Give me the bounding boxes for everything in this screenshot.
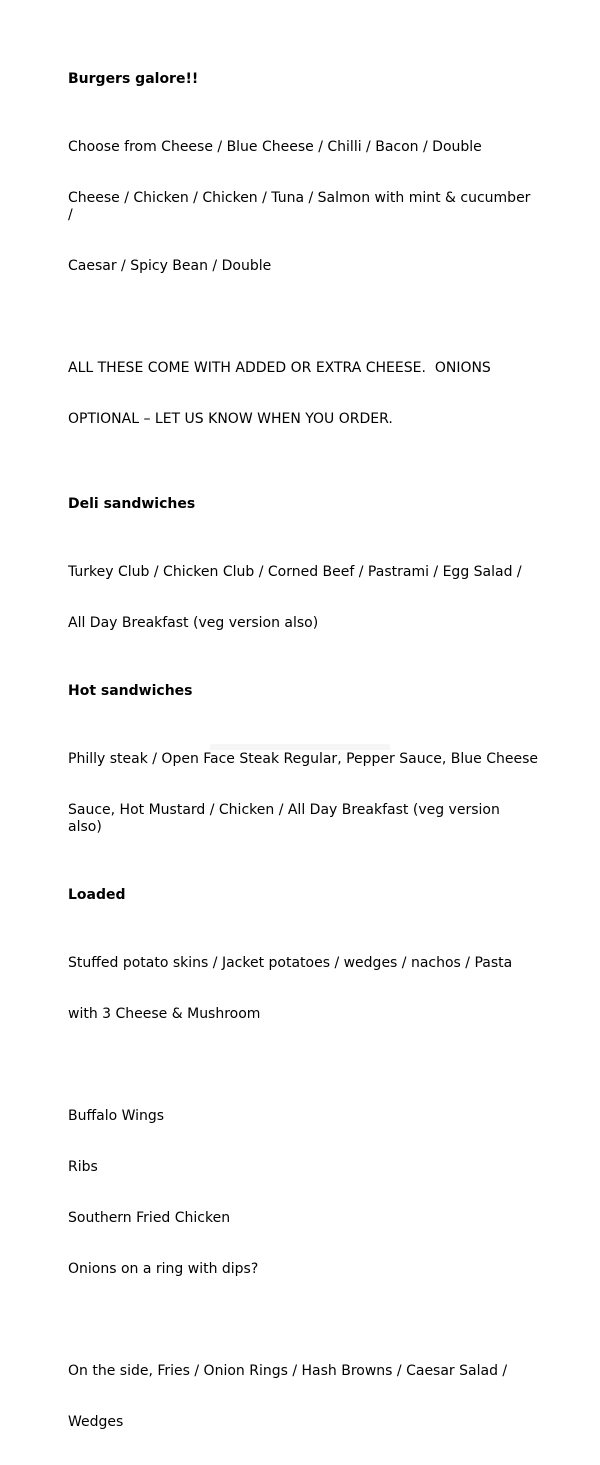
- section-heading-deli: Deli sandwiches: [68, 496, 196, 512]
- hot-options: [68, 717, 538, 870]
- spacer: [68, 1312, 538, 1329]
- spacer: [68, 904, 538, 921]
- spacer: [68, 309, 538, 326]
- deli-line: Turkey Club / Chicken Club / Corned Beef / Pastrami / Egg Salad /: [68, 564, 522, 580]
- hot-line: Philly steak / Open Face Steak Regular, Pepper Sauce, Blue Cheese: [68, 751, 539, 767]
- spacer: [68, 513, 538, 530]
- menu-document: [68, 71, 538, 1465]
- hot-line: Sauce, Hot Mustard / Chicken / All Day Breakfast (veg version also): [68, 802, 505, 835]
- section-heading-burgers: Burgers galore!!: [68, 71, 199, 87]
- spacer: [68, 700, 538, 717]
- spacer: [68, 462, 538, 496]
- loaded-options: [68, 921, 538, 1057]
- sides-line: Wedges: [68, 1414, 124, 1430]
- deli-options: [68, 530, 538, 666]
- spacer: [68, 666, 538, 683]
- loaded-line: with 3 Cheese & Mushroom: [68, 1006, 261, 1022]
- page-footer-shadow: [210, 744, 390, 750]
- burgers-line: Caesar / Spicy Bean / Double: [68, 258, 272, 274]
- deli-line: All Day Breakfast (veg version also): [68, 615, 319, 631]
- list-item: Buffalo Wings: [68, 1108, 165, 1124]
- loaded-line: Stuffed potato skins / Jacket potatoes / wedges / nachos / Pasta: [68, 955, 513, 971]
- sides-options: [68, 1329, 538, 1465]
- note-line: ALL THESE COME WITH ADDED OR EXTRA CHEESE. ONIONS: [68, 360, 491, 376]
- burgers-options: [68, 105, 538, 309]
- loaded-items-list: [68, 1074, 538, 1312]
- list-item: Onions on a ring with dips?: [68, 1261, 259, 1277]
- spacer: [68, 870, 538, 887]
- spacer: [68, 1057, 538, 1074]
- list-item: Ribs: [68, 1159, 98, 1175]
- note-line: OPTIONAL – LET US KNOW WHEN YOU ORDER.: [68, 411, 393, 427]
- sides-line: On the side, Fries / Onion Rings / Hash Browns / Caesar Salad /: [68, 1363, 508, 1379]
- section-heading-loaded: Loaded: [68, 887, 126, 903]
- spacer: [68, 88, 538, 105]
- burgers-line: Choose from Cheese / Blue Cheese / Chilli / Bacon / Double: [68, 139, 482, 155]
- burgers-cheese-note: [68, 326, 538, 462]
- list-item: Southern Fried Chicken: [68, 1210, 231, 1226]
- section-heading-hot: Hot sandwiches: [68, 683, 193, 699]
- burgers-line: Cheese / Chicken / Chicken / Tuna / Salmon with mint & cucumber /: [68, 190, 535, 223]
